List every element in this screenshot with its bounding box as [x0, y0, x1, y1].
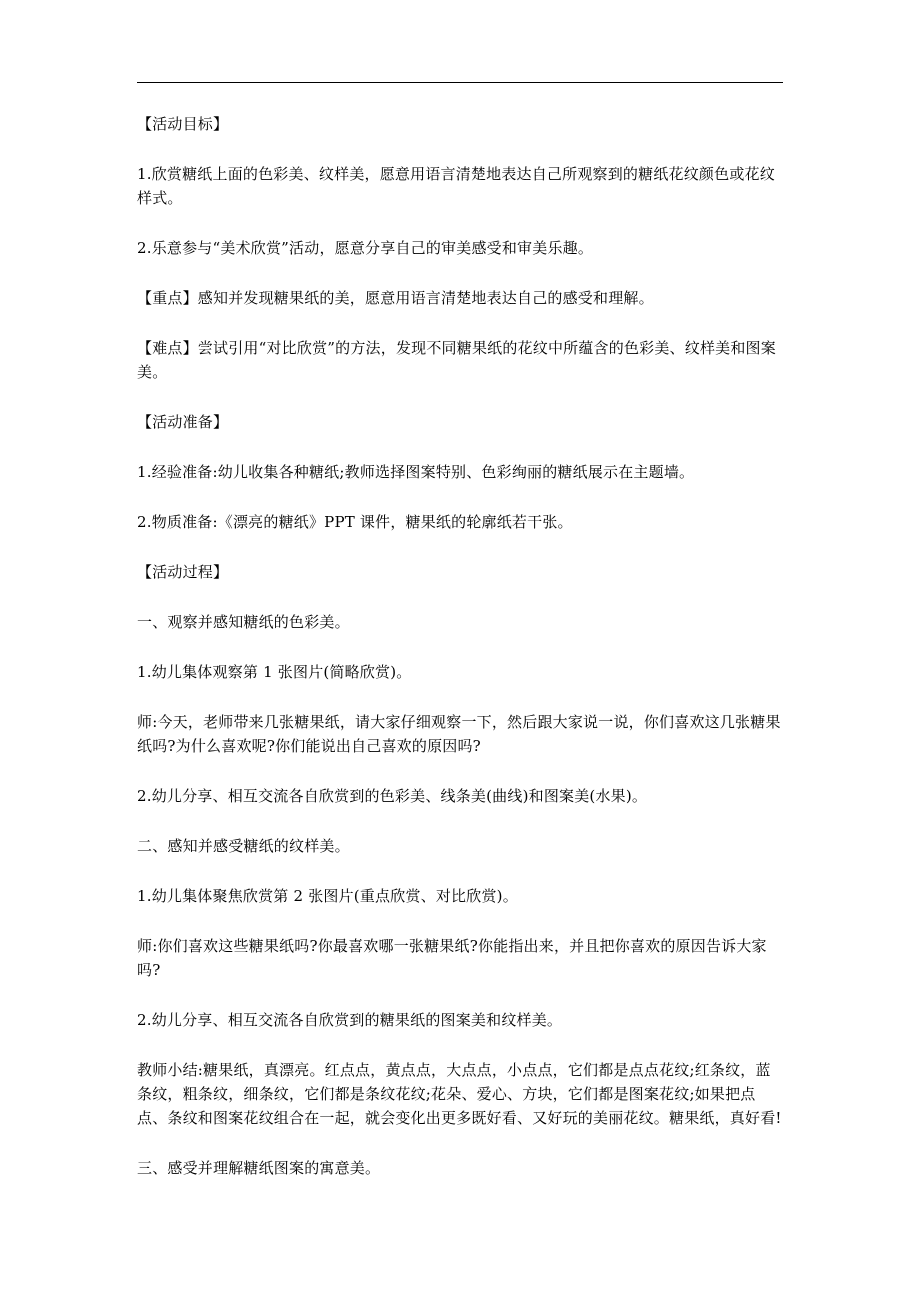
- goal-item-1: 1.欣赏糖纸上面的色彩美、纹样美，愿意用语言清楚地表达自己所观察到的糖纸花纹颜色或花纹样式。: [137, 165, 775, 207]
- key-point: 【重点】感知并发现糖果纸的美，愿意用语言清楚地表达自己的感受和理解。: [137, 289, 654, 307]
- difficult-point: 【难点】尝试引用“对比欣赏”的方法，发现不同糖果纸的花纹中所蕴含的色彩美、纹样美和图案美。: [137, 339, 776, 381]
- process-step-3-heading: 三、感受并理解糖纸图案的寓意美。: [137, 1159, 381, 1177]
- section-heading-preparation: 【活动准备】: [137, 413, 229, 431]
- section-heading-goals: 【活动目标】: [137, 115, 229, 133]
- process-step-1-item-2: 2.幼儿分享、相互交流各自欣赏到的色彩美、线条美(曲线)和图案美(水果)。: [137, 787, 648, 805]
- goal-item-2: 2.乐意参与“美术欣赏”活动，愿意分享自己的审美感受和审美乐趣。: [137, 239, 594, 257]
- section-heading-process: 【活动过程】: [137, 563, 229, 581]
- process-step-1-heading: 一、观察并感知糖纸的色彩美。: [137, 613, 350, 631]
- process-step-1-item-1: 1.幼儿集体观察第 1 张图片(简略欣赏)。: [137, 663, 412, 681]
- process-step-2-heading: 二、感知并感受糖纸的纹样美。: [137, 837, 350, 855]
- teacher-summary: 教师小结:糖果纸，真漂亮。红点点，黄点点，大点点，小点点，它们都是点点花纹;红条纹，蓝条纹，粗条纹，细条纹，它们都是条纹花纹;花朵、爱心、方块，它们都是图案花纹;如果把点点、条纹和图案花纹组合在一起，就会变化出更多既好看、又好玩的美丽花纹。糖果纸，真好看!: [137, 1061, 782, 1127]
- teacher-dialogue-2: 师:你们喜欢这些糖果纸吗?你最喜欢哪一张糖果纸?你能指出来，并且把你喜欢的原因告诉大家吗?: [137, 937, 767, 979]
- process-step-2-item-2: 2.幼儿分享、相互交流各自欣赏到的糖果纸的图案美和纹样美。: [137, 1011, 563, 1029]
- teacher-dialogue-1: 师:今天，老师带来几张糖果纸，请大家仔细观察一下，然后跟大家说一说，你们喜欢这几张糖果纸吗?为什么喜欢呢?你们能说出自己喜欢的原因吗?: [137, 713, 781, 755]
- preparation-item-1: 1.经验准备:幼儿收集各种糖纸;教师选择图案特别、色彩绚丽的糖纸展示在主题墙。: [137, 463, 695, 481]
- header-rule: [137, 82, 783, 83]
- preparation-item-2: 2.物质准备:《漂亮的糖纸》PPT 课件，糖果纸的轮廓纸若干张。: [137, 513, 573, 531]
- document-body: [137, 112, 785, 1206]
- process-step-2-item-1: 1.幼儿集体聚焦欣赏第 2 张图片(重点欣赏、对比欣赏)。: [137, 887, 518, 905]
